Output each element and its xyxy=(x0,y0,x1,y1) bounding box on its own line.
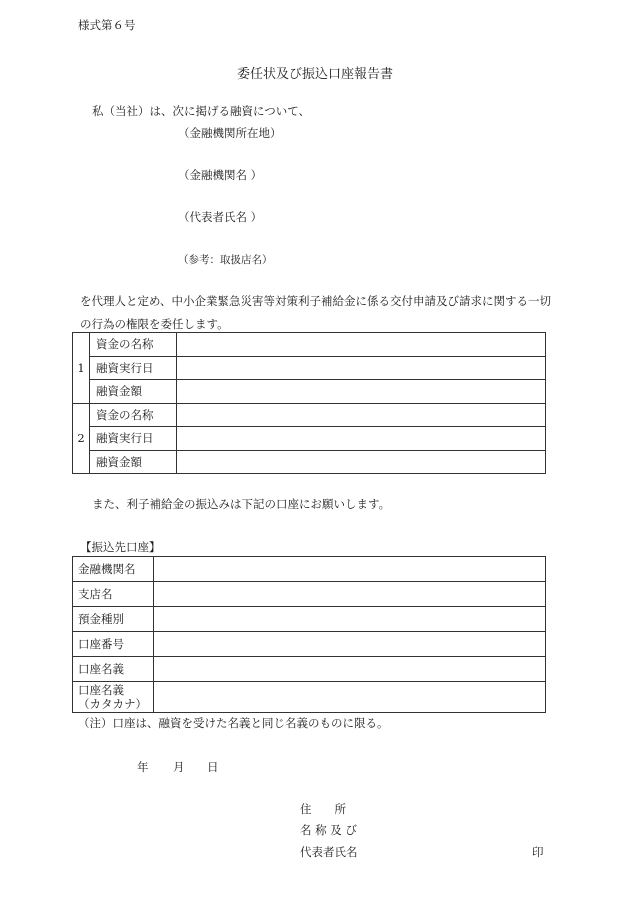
bank-representative-label: （代表者氏名 ） xyxy=(178,210,263,224)
seal-label: 印 xyxy=(532,845,544,859)
table-row xyxy=(73,380,546,404)
bank-name-label: （金融機関名 ） xyxy=(178,168,263,182)
delegation-line-1: を代理人と定め、中小企業緊急災害等対策利子補給金に係る交付申請及び請求に関する一切 xyxy=(80,294,552,308)
loan-field-value[interactable] xyxy=(177,403,546,427)
delegation-line-2: の行為の権限を委任します。 xyxy=(80,317,229,331)
account-section-title: 【振込先口座】 xyxy=(80,540,161,554)
table-row xyxy=(73,557,546,582)
loan-field-value[interactable] xyxy=(177,380,546,404)
account-kana-label-line2: （カタカナ） xyxy=(78,697,147,711)
table-row xyxy=(73,427,546,451)
table-row xyxy=(73,333,546,357)
loan-field-value[interactable] xyxy=(177,450,546,474)
table-row xyxy=(73,356,546,380)
date-month-label: 月 xyxy=(173,760,185,774)
branch-reference-label: （参考：取扱店名） xyxy=(178,254,273,266)
page-title: 委任状及び振込口座報告書 xyxy=(236,67,393,82)
loan-field-value[interactable] xyxy=(177,356,546,380)
table-row xyxy=(73,657,546,682)
note-text: （注）口座は、融資を受けた名義と同じ名義のものに限る。 xyxy=(78,716,389,730)
table-row xyxy=(73,450,546,474)
account-kana-label xyxy=(73,682,154,713)
account-field-value[interactable] xyxy=(154,632,546,657)
account-field-value[interactable] xyxy=(154,657,546,682)
account-field-value[interactable] xyxy=(154,582,546,607)
table-row xyxy=(73,632,546,657)
signature-name-label: 名 称 及 び xyxy=(300,823,357,837)
loan-number: 2 xyxy=(73,403,90,474)
table-row xyxy=(73,682,546,713)
table-row xyxy=(73,607,546,632)
account-table xyxy=(72,556,546,713)
account-field-label: 支店名 xyxy=(73,582,154,607)
intro-text: 私（当社）は、次に掲げる融資について、 xyxy=(92,104,311,118)
account-kana-value[interactable] xyxy=(154,682,546,713)
table-row xyxy=(73,403,546,427)
loan-field-label: 資金の名称 xyxy=(90,403,177,427)
transfer-request-text: また、利子補給金の振込みは下記の口座にお願いします。 xyxy=(92,497,391,511)
loan-table xyxy=(72,332,546,474)
account-field-value[interactable] xyxy=(154,557,546,582)
loan-field-label: 融資金額 xyxy=(90,450,177,474)
account-field-value[interactable] xyxy=(154,607,546,632)
loan-field-value[interactable] xyxy=(177,427,546,451)
loan-field-label: 資金の名称 xyxy=(90,333,177,357)
table-row xyxy=(73,582,546,607)
loan-field-label: 融資実行日 xyxy=(90,356,177,380)
account-field-label: 口座名義 xyxy=(73,657,154,682)
loan-field-value[interactable] xyxy=(177,333,546,357)
loan-field-label: 融資金額 xyxy=(90,380,177,404)
form-number: 様式第６号 xyxy=(78,18,136,32)
account-field-label: 金融機関名 xyxy=(73,557,154,582)
account-field-label: 口座番号 xyxy=(73,632,154,657)
bank-location-label: （金融機関所在地） xyxy=(178,126,282,140)
account-kana-label-line1: 口座名義 xyxy=(78,683,124,697)
account-field-label: 預金種別 xyxy=(73,607,154,632)
date-year-label: 年 xyxy=(137,760,149,774)
signature-representative-label: 代表者氏名 xyxy=(300,845,358,859)
loan-field-label: 融資実行日 xyxy=(90,427,177,451)
signature-address-label: 住 所 xyxy=(300,802,346,816)
date-day-label: 日 xyxy=(207,760,219,774)
loan-number: 1 xyxy=(73,333,90,404)
